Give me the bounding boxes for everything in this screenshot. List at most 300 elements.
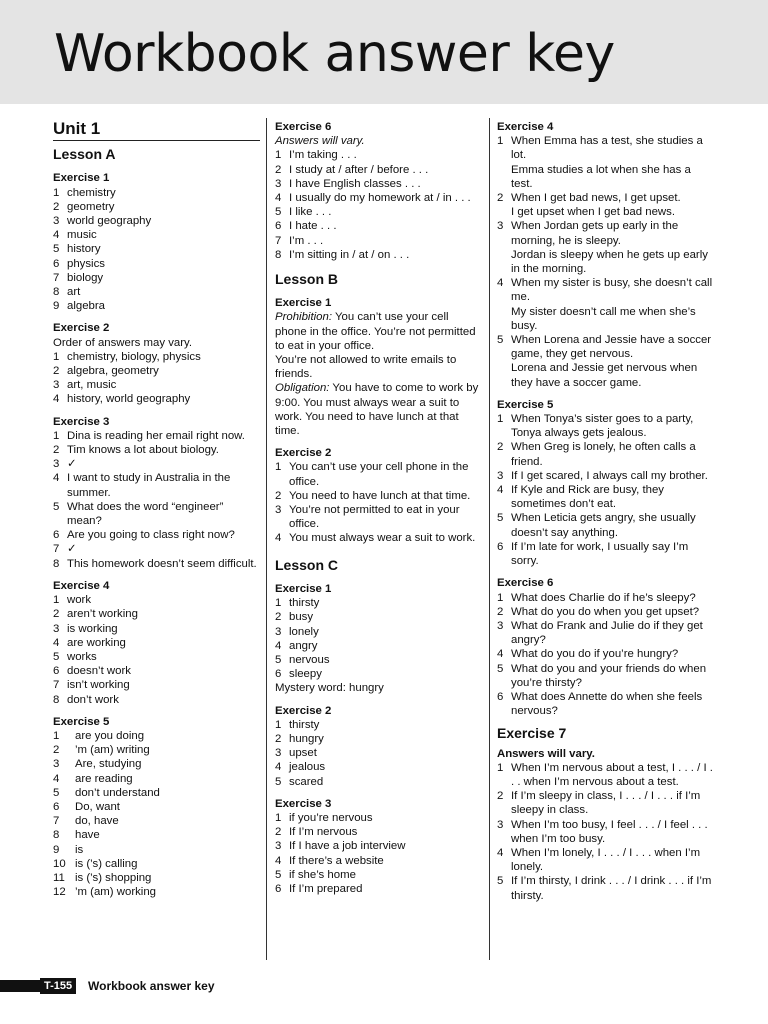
answer-list (497, 412, 713, 568)
exercise-title: Exercise 5 (53, 715, 110, 728)
item-number: 2 (497, 441, 504, 454)
item-text: nervous (289, 653, 330, 666)
item-number: 1 (275, 149, 282, 162)
list-item (275, 854, 483, 868)
list-item (497, 761, 713, 789)
list-item (53, 214, 260, 228)
item-number: 2 (275, 489, 282, 502)
item-number: 2 (53, 608, 60, 621)
item-number: 4 (497, 277, 504, 290)
item-number: 3 (275, 177, 282, 190)
list-item (275, 667, 483, 681)
list-item (275, 775, 483, 789)
answer-list (275, 460, 483, 545)
list-item (275, 811, 483, 825)
item-number: 10 (53, 857, 66, 870)
item-text: I study at / after / before . . . (289, 163, 429, 176)
paragraph: You’re not allowed to write emails to friends. (275, 354, 457, 381)
list-item (53, 593, 260, 607)
item-text: You’re not permitted to eat in your office. (289, 504, 460, 531)
list-item (53, 228, 260, 242)
item-number: 6 (275, 668, 282, 681)
item-number: 7 (53, 815, 60, 828)
item-number: 2 (275, 826, 282, 839)
item-number: 4 (53, 393, 60, 406)
item-text: upset (289, 747, 317, 760)
item-text: are reading (75, 772, 133, 785)
item-number: 12 (53, 886, 66, 899)
item-number: 4 (275, 639, 282, 652)
item-number: 7 (275, 234, 282, 247)
item-number: 3 (53, 215, 60, 228)
item-text: chemistry (67, 186, 116, 199)
list-item (275, 234, 483, 248)
item-text: I have English classes . . . (289, 177, 421, 190)
item-text: don’t work (67, 693, 119, 706)
item-text: music (67, 229, 97, 242)
item-number: 6 (53, 665, 60, 678)
item-text: What do Frank and Julie do if they get angry? (511, 619, 703, 647)
item-text: I like . . . (289, 206, 332, 219)
item-number: 4 (497, 648, 504, 661)
list-item (275, 839, 483, 853)
item-number: 6 (497, 690, 504, 703)
list-item (53, 650, 260, 664)
item-text: When Leticia gets angry, she usually doesn’t say anything. (511, 512, 696, 539)
item-number: 5 (275, 775, 282, 788)
item-text: do, have (75, 815, 119, 828)
item-text: busy (289, 611, 314, 624)
item-text: history (67, 243, 101, 256)
list-item (53, 350, 260, 364)
list-item (497, 789, 713, 817)
item-number: 8 (275, 248, 282, 261)
unit-title: Unit 1 (53, 122, 260, 141)
list-item (275, 489, 483, 503)
item-text: If I get scared, I always call my brother. (511, 469, 708, 482)
item-text: is (’s) calling (75, 857, 138, 870)
exercise-note: Order of answers may vary. (53, 336, 193, 349)
item-text: I’m . . . (289, 234, 324, 247)
list-item (275, 596, 483, 610)
item-text: works (67, 650, 97, 663)
answer-list (53, 729, 260, 899)
item-number: 4 (53, 636, 60, 649)
list-item (53, 378, 260, 392)
item-text: When I get bad news, I get upset. I get upset when I get bad news. (511, 192, 681, 219)
item-number: 2 (275, 163, 282, 176)
list-item (497, 874, 713, 902)
list-item (53, 299, 260, 313)
list-item (53, 636, 260, 650)
item-number: 6 (275, 882, 282, 895)
item-number: 1 (53, 350, 60, 363)
answer-list (275, 811, 483, 896)
list-item (53, 443, 260, 457)
item-number: 3 (53, 758, 60, 771)
item-number: 3 (53, 622, 60, 635)
exercise-title: Exercise 7 (497, 725, 567, 742)
item-number: 6 (275, 220, 282, 233)
item-text: ’m (am) writing (75, 744, 150, 757)
item-text: If I have a job interview (289, 840, 406, 853)
column-1 (53, 120, 260, 899)
page-header (0, 0, 768, 104)
list-item (497, 219, 713, 276)
item-number: 1 (53, 429, 60, 442)
list-item (53, 257, 260, 271)
answer-list (497, 761, 713, 903)
column-divider (266, 118, 267, 960)
item-number: 3 (497, 220, 504, 233)
answer-list (53, 429, 260, 571)
exercise-title: Exercise 1 (53, 172, 110, 185)
list-item (497, 134, 713, 191)
list-item (53, 186, 260, 200)
column-divider (489, 118, 490, 960)
item-text: ’m (am) working (75, 886, 157, 899)
item-text: is working (67, 622, 118, 635)
list-item (275, 610, 483, 624)
lesson-title: Lesson A (53, 146, 116, 163)
item-number: 5 (53, 243, 60, 256)
exercise-title: Exercise 1 (275, 297, 332, 310)
item-text: Tim knows a lot about biology. (67, 444, 219, 457)
exercise-title: Exercise 4 (53, 579, 110, 592)
item-number: 6 (497, 540, 504, 553)
list-item (275, 625, 483, 639)
item-text: is (75, 843, 84, 856)
list-item (53, 814, 260, 828)
page-number: T-155 (40, 978, 76, 994)
item-text: When Jordan gets up early in the morning, he is sleepy. Jordan is sleepy when he gets up early in the morning. (511, 220, 708, 276)
item-text: When Greg is lonely, he often calls a friend. (511, 441, 696, 468)
item-text: have (75, 829, 100, 842)
answer-list (497, 134, 713, 390)
list-item (497, 619, 713, 647)
exercise-title: Exercise 4 (497, 121, 554, 133)
item-text: If I’m late for work, I usually say I’m sorry. (511, 540, 689, 568)
list-item (53, 542, 260, 556)
item-text: are you doing (75, 729, 145, 742)
item-number: 4 (497, 484, 504, 497)
item-number: 2 (53, 200, 60, 213)
answer-list (53, 593, 260, 707)
item-text: algebra (67, 300, 105, 313)
list-item (53, 757, 260, 771)
item-text: When Lorena and Jessie have a soccer game, they get nervous. Lorena and Jessie get nervous when they have a soccer game. (511, 334, 712, 389)
list-item (497, 818, 713, 846)
list-item (497, 511, 713, 539)
label: Prohibition: (275, 311, 332, 324)
item-number: 3 (275, 747, 282, 760)
item-text: When I’m nervous about a test, I . . . / I . . . when I’m nervous about a test. (511, 761, 713, 788)
item-number: 1 (497, 135, 504, 148)
item-number: 3 (275, 504, 282, 517)
exercise-title: Exercise 2 (275, 704, 332, 717)
item-text: Do, want (75, 800, 120, 813)
list-item (53, 857, 260, 871)
item-number: 4 (275, 532, 282, 545)
item-text: aren’t working (67, 608, 138, 621)
list-item (53, 772, 260, 786)
list-item (53, 800, 260, 814)
list-item (53, 528, 260, 542)
item-text: If Kyle and Rick are busy, they sometimes don’t eat. (511, 484, 664, 511)
item-number: 7 (53, 543, 60, 556)
list-item (497, 846, 713, 874)
page-footer (0, 976, 768, 994)
item-number: 1 (497, 413, 504, 426)
item-number: 3 (53, 379, 60, 392)
list-item (53, 607, 260, 621)
item-text: scared (289, 775, 324, 788)
answer-list (53, 350, 260, 407)
item-number: 1 (53, 729, 60, 742)
item-text: What do you do when you get upset? (511, 605, 700, 618)
list-item (275, 205, 483, 219)
item-text: art (67, 286, 81, 299)
item-number: 8 (53, 557, 60, 570)
item-text: Are you going to class right now? (67, 529, 235, 542)
item-text: geometry (67, 200, 115, 213)
list-item (53, 678, 260, 692)
item-number: 4 (275, 192, 282, 205)
list-item (497, 276, 713, 333)
item-number: 5 (275, 653, 282, 666)
item-number: 6 (53, 529, 60, 542)
list-item (53, 200, 260, 214)
list-item (53, 871, 260, 885)
item-text: I usually do my homework at / in . . . (289, 192, 471, 205)
item-text: I hate . . . (289, 220, 337, 233)
list-item (53, 364, 260, 378)
list-item (53, 392, 260, 406)
item-text: thirsty (289, 597, 320, 610)
item-number: 1 (53, 594, 60, 607)
item-number: 4 (275, 854, 282, 867)
item-text: isn’t working (67, 679, 130, 692)
item-number: 3 (497, 619, 504, 632)
item-number: 5 (275, 206, 282, 219)
list-item (53, 693, 260, 707)
list-item (275, 718, 483, 732)
item-number: 4 (53, 229, 60, 242)
list-item (497, 483, 713, 511)
mystery-word: Mystery word: hungry (275, 682, 384, 695)
item-text: What does Annette do when she feels nervous? (511, 690, 703, 718)
exercise-title: Exercise 3 (275, 797, 332, 810)
item-text: When Tonya’s sister goes to a party, Tonya always gets jealous. (511, 413, 694, 440)
item-text: history, world geography (67, 393, 191, 406)
list-item (275, 460, 483, 488)
item-text: lonely (289, 625, 319, 638)
item-text: If I’m prepared (289, 882, 363, 895)
list-item (275, 732, 483, 746)
item-number: 5 (497, 512, 504, 525)
item-number: 5 (497, 662, 504, 675)
item-text: You can’t use your cell phone in the office. (289, 461, 469, 488)
answer-list (275, 148, 483, 262)
item-number: 2 (53, 444, 60, 457)
item-text: Dina is reading her email right now. (67, 429, 245, 442)
list-item (275, 531, 483, 545)
answer-list (275, 718, 483, 789)
column-2 (275, 120, 483, 896)
lesson-title: Lesson C (275, 556, 339, 573)
item-number: 1 (275, 811, 282, 824)
item-text: What does the word “engineer” mean? (67, 500, 224, 528)
list-item (497, 647, 713, 661)
answer-list (497, 591, 713, 719)
list-item (53, 729, 260, 743)
list-item (497, 191, 713, 219)
list-item (53, 786, 260, 800)
item-number: 8 (53, 286, 60, 299)
item-number: 8 (53, 693, 60, 706)
item-text: if you’re nervous (289, 811, 373, 824)
item-number: 2 (53, 365, 60, 378)
list-item (53, 457, 260, 471)
item-number: 4 (497, 846, 504, 859)
item-text: art, music (67, 379, 117, 392)
list-item (497, 540, 713, 568)
item-text: chemistry, biology, physics (67, 350, 201, 363)
item-number: 7 (53, 679, 60, 692)
exercise-title: Exercise 6 (275, 121, 332, 133)
list-item (53, 885, 260, 899)
item-text: When I’m too busy, I feel . . . / I feel . . . when I’m too busy. (511, 818, 708, 845)
lesson-title: Lesson B (275, 271, 339, 288)
item-text: don’t understand (75, 786, 160, 799)
list-item (497, 605, 713, 619)
list-item (275, 825, 483, 839)
item-number: 2 (497, 790, 504, 803)
item-text: I want to study in Australia in the summer. (67, 472, 231, 499)
item-number: 4 (53, 772, 60, 785)
item-text: If I’m nervous (289, 826, 358, 839)
list-item (275, 191, 483, 205)
list-item (275, 639, 483, 653)
list-item (53, 471, 260, 499)
paragraph (275, 381, 483, 438)
item-number: 5 (275, 868, 282, 881)
item-text: When my sister is busy, she doesn’t call me. My sister doesn’t call me when she’s busy. (511, 277, 713, 332)
answer-list (53, 186, 260, 314)
list-item (275, 163, 483, 177)
item-number: 5 (497, 875, 504, 888)
item-text: algebra, geometry (67, 365, 159, 378)
item-text: When I’m lonely, I . . . / I . . . when I’m lonely. (511, 846, 701, 874)
item-text: jealous (289, 761, 326, 774)
list-item (497, 440, 713, 468)
exercise-note: Answers will vary. (497, 747, 595, 760)
page-title: Workbook answer key (54, 24, 615, 84)
item-text: physics (67, 257, 105, 270)
item-text: if she’s home (289, 868, 356, 881)
item-number: 5 (53, 650, 60, 663)
item-number: 1 (497, 761, 504, 774)
list-item (497, 591, 713, 605)
item-text: I’m taking . . . (289, 149, 357, 162)
exercise-title: Exercise 6 (497, 577, 554, 590)
list-item (53, 622, 260, 636)
item-number: 2 (497, 192, 504, 205)
item-text: work (67, 594, 92, 607)
answer-list (275, 596, 483, 681)
footer-label: Workbook answer key (88, 979, 215, 993)
footer-bar (0, 980, 40, 992)
list-item (53, 664, 260, 678)
item-number: 5 (53, 500, 60, 513)
list-item (275, 653, 483, 667)
item-number: 6 (53, 800, 60, 813)
label: Obligation: (275, 382, 330, 395)
item-text: angry (289, 639, 318, 652)
item-number: 1 (275, 461, 282, 474)
list-item (53, 843, 260, 857)
item-text: This homework doesn’t seem difficult. (67, 557, 257, 570)
item-number: 7 (53, 271, 60, 284)
item-number: 11 (53, 871, 65, 884)
list-item (53, 285, 260, 299)
item-number: 1 (497, 591, 504, 604)
item-number: 2 (275, 732, 282, 745)
item-text: world geography (67, 215, 152, 228)
item-text: What does Charlie do if he’s sleepy? (511, 591, 696, 604)
item-text: If I’m sleepy in class, I . . . / I . . . if I’m sleepy in class. (511, 790, 701, 817)
list-item (275, 503, 483, 531)
item-text: are working (67, 636, 126, 649)
item-text: I’m sitting in / at / on . . . (289, 248, 410, 261)
list-item (53, 500, 260, 528)
item-text: doesn’t work (67, 665, 131, 678)
item-text: What do you do if you’re hungry? (511, 648, 679, 661)
item-text: If there’s a website (289, 854, 384, 867)
item-number: 5 (53, 786, 60, 799)
list-item (497, 469, 713, 483)
list-item (497, 333, 713, 390)
list-item (275, 746, 483, 760)
item-text: ✓ (67, 458, 77, 471)
list-item (53, 828, 260, 842)
item-text: You need to have lunch at that time. (289, 489, 471, 502)
item-number: 3 (275, 625, 282, 638)
list-item (53, 743, 260, 757)
item-number: 9 (53, 300, 60, 313)
item-text: You must always wear a suit to work. (289, 532, 476, 545)
list-item (275, 177, 483, 191)
item-number: 2 (497, 605, 504, 618)
list-item (275, 868, 483, 882)
item-number: 3 (53, 458, 60, 471)
column-3 (497, 120, 713, 903)
text: You have to come to work by 9:00. You must always wear a suit to work. You need to have lunch at that time. (275, 382, 479, 438)
list-item (53, 242, 260, 256)
item-text: biology (67, 271, 104, 284)
list-item (53, 429, 260, 443)
exercise-title: Exercise 1 (275, 582, 332, 595)
list-item (275, 248, 483, 262)
item-text: Are, studying (75, 758, 142, 771)
item-number: 9 (53, 843, 60, 856)
item-number: 3 (497, 818, 504, 831)
paragraph (275, 310, 483, 353)
item-number: 4 (53, 472, 60, 485)
list-item (497, 690, 713, 718)
item-number: 2 (53, 744, 60, 757)
item-number: 3 (275, 840, 282, 853)
